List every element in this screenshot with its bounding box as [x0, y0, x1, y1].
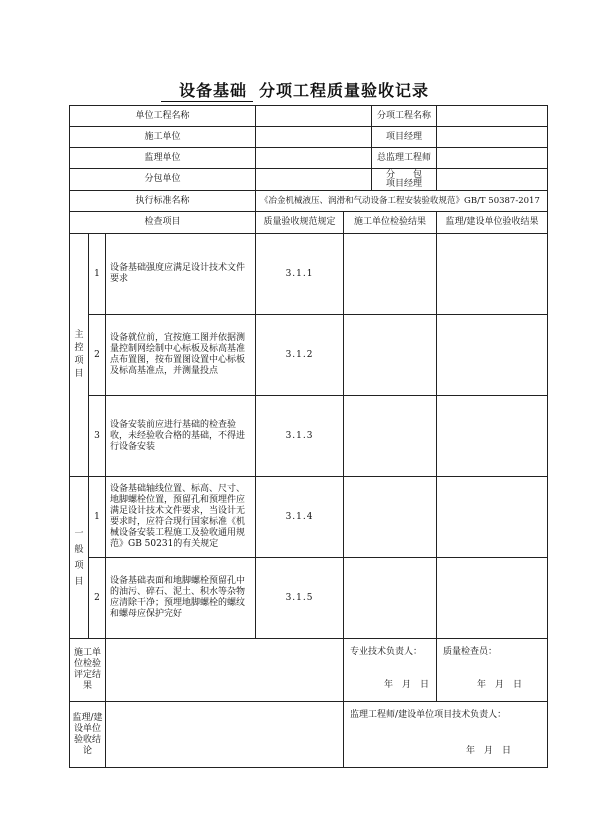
- main-item-no: 1: [89, 234, 106, 315]
- tech-lead-sign-area[interactable]: [344, 639, 437, 702]
- main-item-supervision-result[interactable]: [437, 234, 548, 315]
- main-item-construction-result[interactable]: [344, 234, 437, 315]
- main-item-spec: 3.1.1: [256, 234, 344, 315]
- main-item-row: [70, 234, 548, 315]
- main-item-row: [70, 315, 548, 396]
- general-item-row: [70, 477, 548, 558]
- project-manager-label: 项目经理: [372, 127, 437, 148]
- general-item-supervision-result[interactable]: [437, 477, 548, 558]
- general-item-spec: 3.1.5: [256, 558, 344, 639]
- general-item-construction-result[interactable]: [344, 558, 437, 639]
- subcontract-unit-value[interactable]: [256, 169, 372, 191]
- group-label-char: 目: [74, 576, 84, 587]
- group-label-char: 目: [74, 369, 84, 379]
- group-label-char: 一: [74, 528, 84, 539]
- acceptance-record-table: [69, 105, 548, 768]
- row-standard: [70, 191, 548, 212]
- standard-value: 《冶金机械液压、润滑和气动设备工程安装验收规范》GB/T 50387-2017: [256, 191, 548, 212]
- supervision-unit-value[interactable]: [256, 148, 372, 169]
- main-item-text: 设备就位前，宜按施工图并依据测量控制网绘制中心标板及标高基准点布置图，按布置图设置中心标板及标高基准点，并测量投点: [106, 315, 256, 396]
- tech-lead-label: 专业技术负责人：: [350, 647, 423, 657]
- main-item-spec: 3.1.2: [256, 315, 344, 396]
- group-label-char: 控: [74, 343, 84, 353]
- general-item-construction-result[interactable]: [344, 477, 437, 558]
- general-item-no: 2: [89, 558, 106, 639]
- group-label-char: 主: [74, 330, 84, 340]
- supervisor-sign-label: 监理工程师/建设单位项目技术负责人：: [350, 710, 507, 720]
- construction-unit-value[interactable]: [256, 127, 372, 148]
- main-item-no: 2: [89, 315, 106, 396]
- main-item-construction-result[interactable]: [344, 315, 437, 396]
- row-column-headers: [70, 212, 548, 234]
- unit-project-value[interactable]: [256, 106, 372, 127]
- subcontract-manager-label-line1: 分 包: [386, 169, 423, 180]
- general-group-text: [70, 526, 88, 590]
- col-supervision-result: 监理/建设单位验收结果: [437, 212, 548, 234]
- chief-supervisor-value[interactable]: [437, 148, 548, 169]
- supervision-conclusion-label: [70, 702, 106, 768]
- col-construction-result: 施工单位检验结果: [344, 212, 437, 234]
- subcontract-manager-label-line2: 项目经理: [386, 178, 423, 189]
- main-item-row: [70, 396, 548, 477]
- project-manager-value[interactable]: [437, 127, 548, 148]
- form-title: [0, 78, 590, 102]
- general-item-text: 设备基础轴线位置、标高、尺寸、地脚螺栓位置，预留孔和预埋件应满足设计技术文件要求，当设计无要求时，应符合现行国家标准《机械设备安装工程施工及验收通用规范》GB 50231的有关规定: [106, 477, 256, 558]
- supervisor-date: 年 月 日: [466, 746, 512, 756]
- supervision-unit-label: 监理单位: [70, 148, 256, 169]
- main-item-text: 设备安装前应进行基础的检查验收，未经验收合格的基础，不得进行设备安装: [106, 396, 256, 477]
- general-item-no: 1: [89, 477, 106, 558]
- row-unit-project: [70, 106, 548, 127]
- unit-project-label: 单位工程名称: [70, 106, 256, 127]
- general-item-text: 设备基础表面和地脚螺栓预留孔中的油污、碎石、泥土、积水等杂物应清除干净；预埋地脚螺栓的螺纹和螺母应保护完好: [106, 558, 256, 639]
- chief-supervisor-label: 总监理工程师: [372, 148, 437, 169]
- supervision-conclusion-label-line1: 监理/建设单位: [72, 712, 103, 734]
- sub-project-label: 分项工程名称: [372, 106, 437, 127]
- inspector-label: 质量检查员：: [443, 647, 498, 657]
- title-rest: 分项工程质量验收记录: [259, 81, 430, 100]
- inspector-sign-area[interactable]: [437, 639, 548, 702]
- construction-eval-label-line2: 评定结果: [73, 670, 101, 691]
- general-item-row: [70, 558, 548, 639]
- subcontract-unit-label: 分包单位: [70, 169, 256, 191]
- subcontract-manager-value[interactable]: [437, 169, 548, 191]
- construction-eval-label: [70, 639, 106, 702]
- inspector-date: 年 月 日: [477, 680, 523, 690]
- sub-project-value[interactable]: [437, 106, 548, 127]
- main-group-label: [70, 234, 89, 477]
- main-item-no: 3: [89, 396, 106, 477]
- general-group-label: [70, 477, 89, 639]
- row-construction-eval: [70, 639, 548, 702]
- main-group-text: [70, 329, 88, 381]
- main-item-supervision-result[interactable]: [437, 396, 548, 477]
- row-subcontract-unit: [70, 169, 548, 191]
- supervisor-sign-area[interactable]: [344, 702, 548, 768]
- construction-unit-label: 施工单位: [70, 127, 256, 148]
- group-label-char: 般: [74, 544, 84, 555]
- col-check-item: 检查项目: [70, 212, 256, 234]
- group-label-char: 项: [74, 560, 84, 571]
- general-item-spec: 3.1.4: [256, 477, 344, 558]
- subcontract-manager-label: [372, 169, 437, 191]
- tech-lead-date: 年 月 日: [384, 680, 430, 690]
- standard-label: 执行标准名称: [70, 191, 256, 212]
- title-subject: 设备基础: [161, 78, 253, 102]
- row-supervision-conclusion: [70, 702, 548, 768]
- group-label-char: 项: [74, 356, 84, 366]
- main-item-construction-result[interactable]: [344, 396, 437, 477]
- general-item-supervision-result[interactable]: [437, 558, 548, 639]
- construction-eval-label-line1: 施工单位检验: [73, 648, 101, 669]
- supervision-conclusion-content[interactable]: [106, 702, 344, 768]
- main-item-supervision-result[interactable]: [437, 315, 548, 396]
- main-item-spec: 3.1.3: [256, 396, 344, 477]
- row-supervision-unit: [70, 148, 548, 169]
- supervision-conclusion-label-line2: 验收结论: [73, 734, 101, 756]
- construction-eval-content[interactable]: [106, 639, 344, 702]
- row-construction-unit: [70, 127, 548, 148]
- main-item-text: 设备基础强度应满足设计技术文件要求: [106, 234, 256, 315]
- col-spec: 质量验收规范规定: [256, 212, 344, 234]
